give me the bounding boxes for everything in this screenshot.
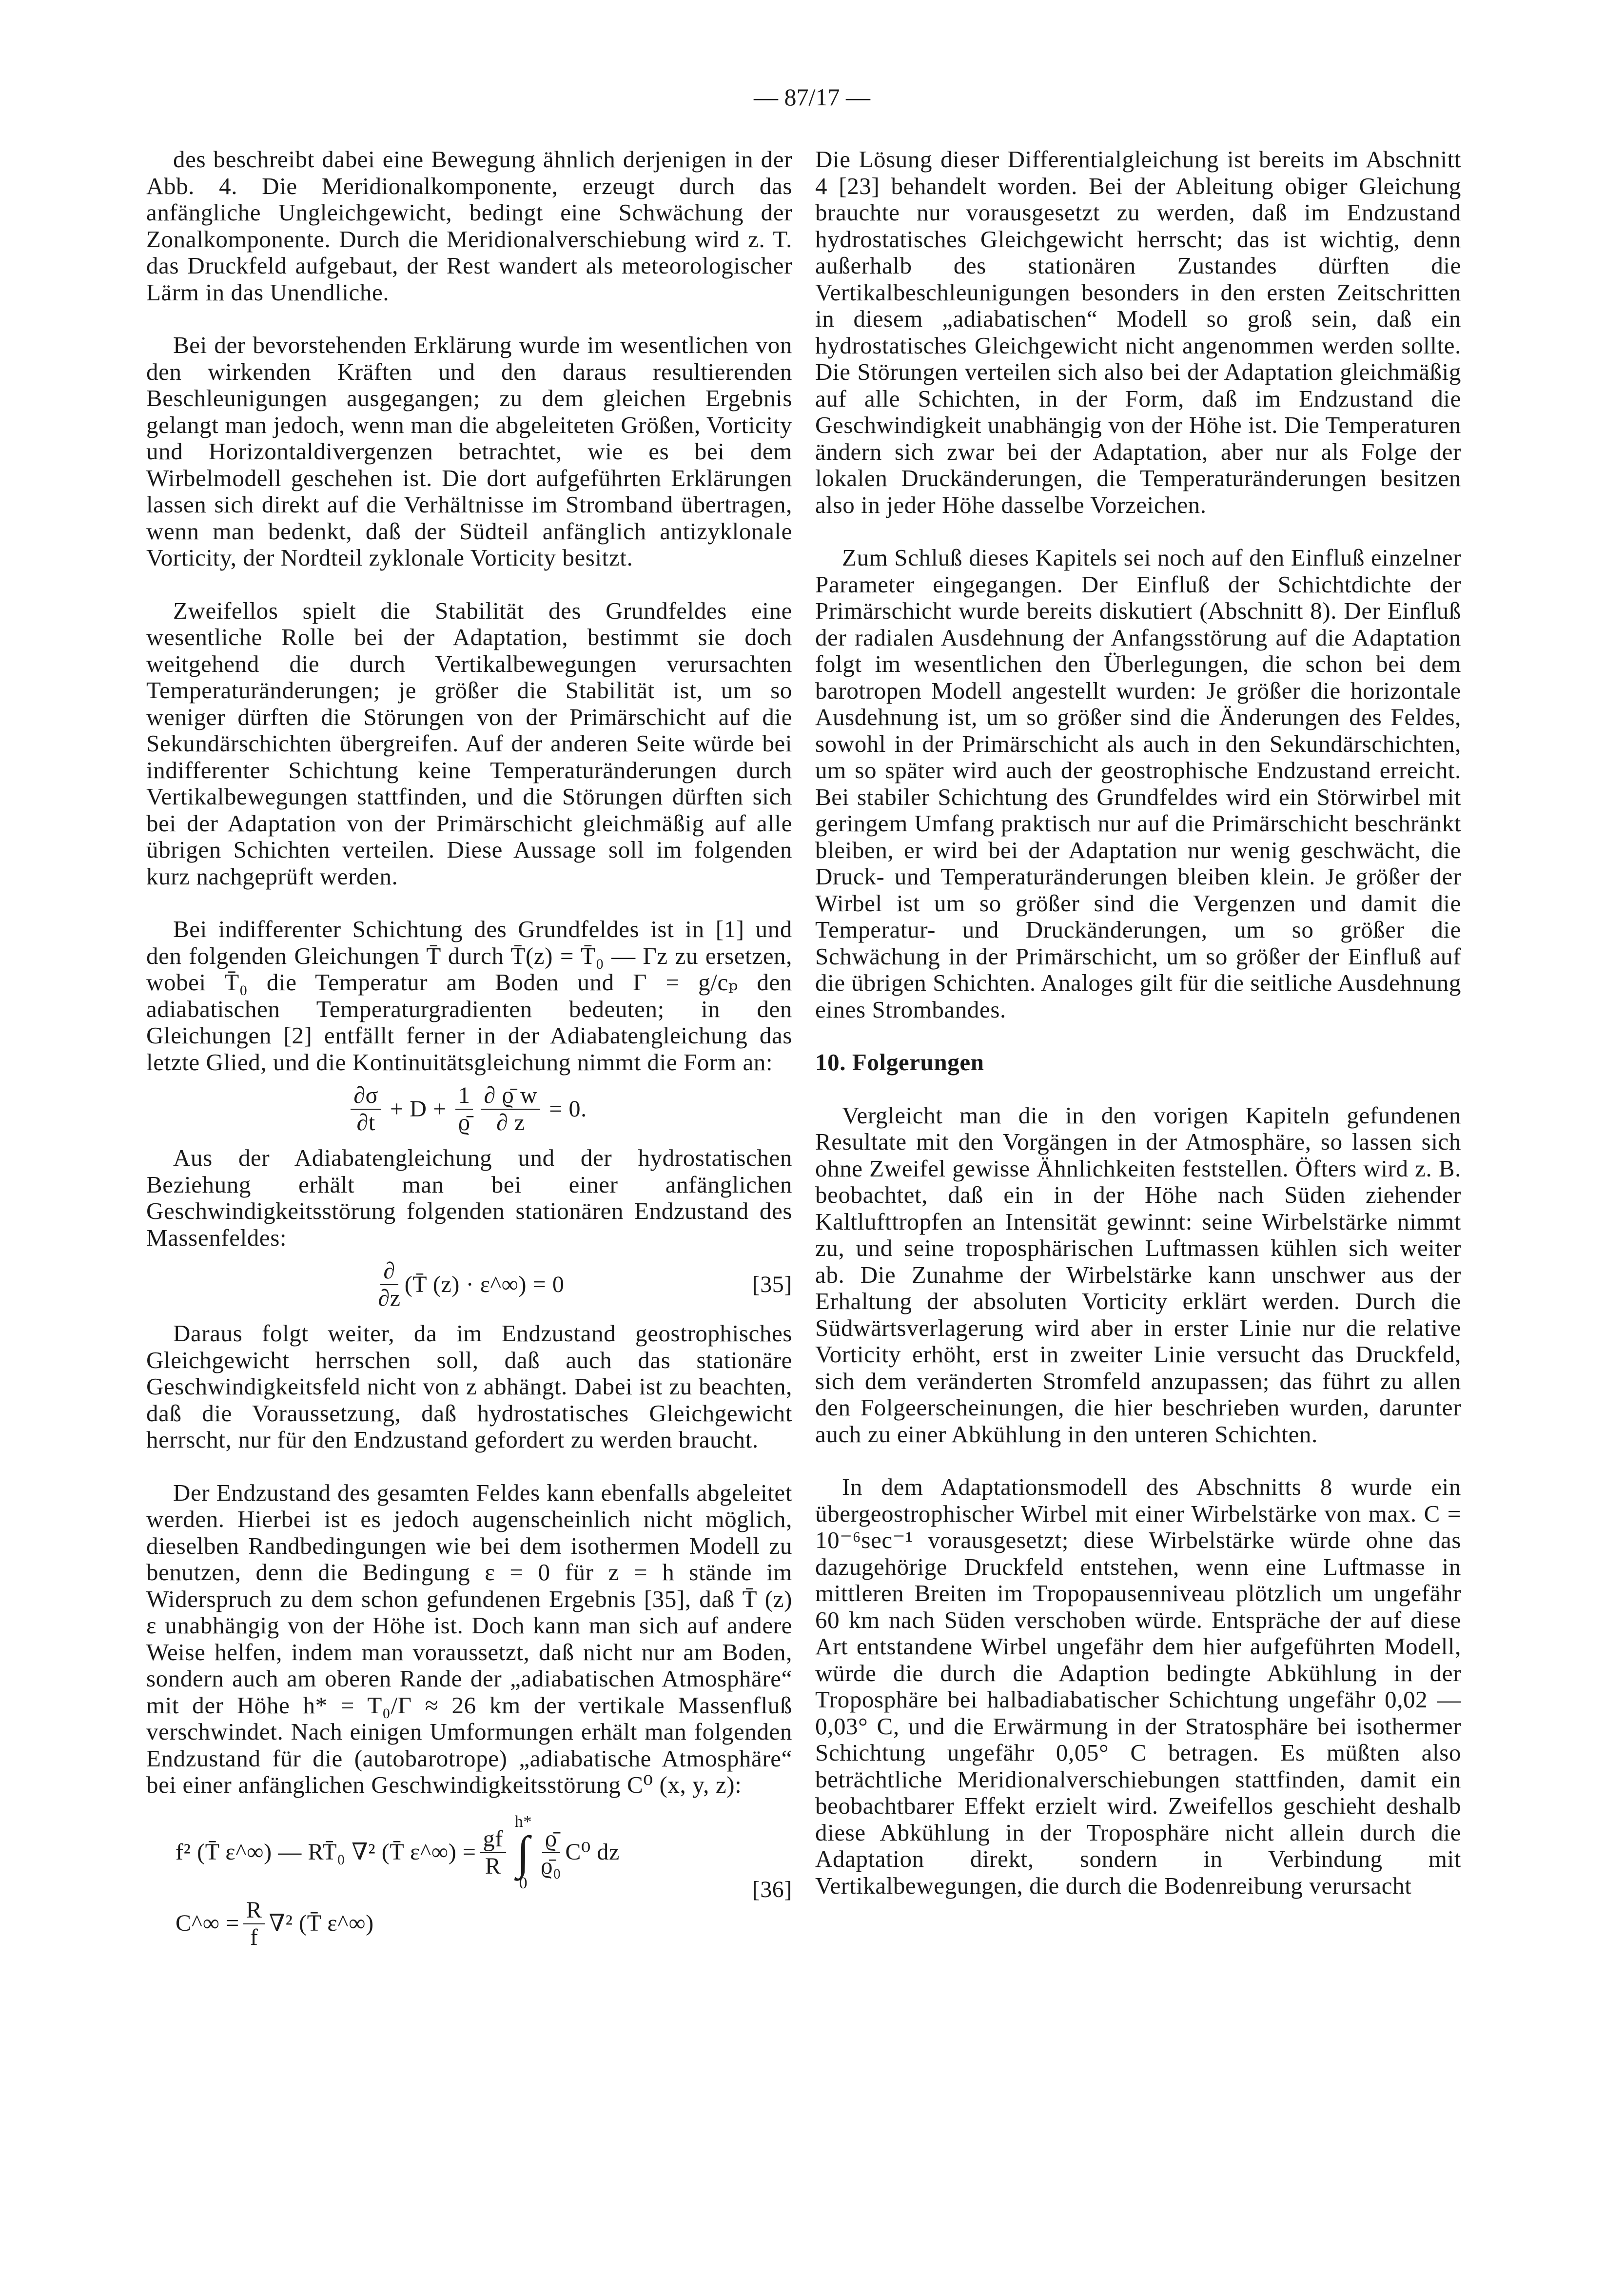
equation-lhs: C^∞ = (176, 1910, 239, 1937)
equals-rhs: = 0. (549, 1096, 587, 1122)
integral (515, 1813, 532, 1892)
fraction (351, 1082, 381, 1136)
paragraph: Bei indifferenter Schichtung des Grundfeldes ist in [1] und den folgenden Gleichungen T̄ durch T̄(z) = T̄₀ — Γz zu ersetzen, wobei T̄₀ die Temperatur am Boden und Γ = g/cₚ den adiabatischen Temperaturgradienten bedeuten; in den Gleichungen [2] entfällt ferner in der Adiabatengleichung das letzte Glied, und die Kontinuitätsgleichung nimmt die Form an: (146, 916, 792, 1076)
fraction (243, 1897, 265, 1951)
equation-continuity (146, 1082, 792, 1136)
paragraph: Der Endzustand des gesamten Feldes kann ebenfalls abgeleitet werden. Hierbei ist es jedoch augenscheinlich nicht möglich, dieselben Randbedingungen wie bei dem isothermen Modell zu benutzen, denn die Bedingung ε = 0 für z = h stände im Widerspruch zu dem schon gefundenen Ergebnis [35], daß T̄ (z) ε unabhängig von der Höhe ist. Doch kann man sich auf andere Weise helfen, indem man voraussetzt, daß nicht nur am Boden, sondern auch am oberen Rande der „adiabatischen Atmosphäre“ mit der Höhe h* = T₀/Γ ≈ 26 km der vertikale Massenfluß verschwindet. Nach einigen Umformungen erhält man folgenden Endzustand für die (autobarotrope) „adiabatische Atmosphäre“ bei einer anfänglichen Geschwindigkeitsstörung C⁰ (x, y, z): (146, 1479, 792, 1798)
paragraph: Bei der bevorstehenden Erklärung wurde im wesentlichen von den wirkenden Kräften und den daraus resultierenden Beschleunigungen ausgegangen; zu dem gleichen Ergebnis gelangt man jedoch, wenn man die abgeleiteten Größen, Vorticity und Horizontaldivergenzen betrachtet, wie es bei dem Wirbelmodell geschehen ist. Die dort aufgeführten Erklärungen lassen sich direkt auf die Verhältnisse im Stromband übertragen, wenn man bedenkt, daß der Südteil anfänglich antizyklonale Vorticity, der Nordteil zyklonale Vorticity besitzt. (146, 332, 792, 571)
paragraph: In dem Adaptationsmodell des Abschnitts 8 wurde ein übergeostrophischer Wirbel mit einer Wirbelstärke von max. C = 10⁻⁶sec⁻¹ vorausgesetzt; diese Wirbelstärke würde ohne das dazugehörige Druckfeld entstehen, wenn eine Luftmasse in mittleren Breiten im Tropopausenniveau plötzlich um ungefähr 60 km nach Süden verschoben würde. Entspräche der auf diese Art entstandene Wirbel ungefähr dem hier aufgeführten Modell, würde die durch die Adaption bedingte Abkühlung in der Troposphäre bei halbadiabatischer Schichtung ungefähr 0,02 — 0,03° C, und die Erwärmung in der Stratosphäre bei isothermer Schichtung ungefähr 0,05° C betragen. Es müßten also beträchtliche Meridionalverschiebungen stattfinden, damit ein beobachtbarer Effekt erzielt wird. Zweifellos geschieht deshalb diese Abkühlung in der Troposphäre nicht allein durch die Adaptation direkt, sondern in Verbindung mit Vertikalbewegungen, die durch die Bodenreibung verursacht (815, 1473, 1461, 1899)
fraction (541, 1826, 561, 1880)
equation-number: [35] (752, 1271, 792, 1297)
equation-tail: ∇² (T̄ ε^∞) (269, 1910, 374, 1937)
numerator: ∂σ (351, 1082, 381, 1110)
denominator: ∂ z (496, 1110, 525, 1136)
numerator: ∂ (380, 1258, 398, 1285)
integral-sign: ∫ (516, 1826, 530, 1879)
equation-35 (146, 1258, 792, 1312)
fraction (378, 1258, 400, 1312)
numerator: gf (480, 1826, 506, 1853)
equation-line-1 (176, 1813, 792, 1892)
paragraph: Vergleicht man die in den vorigen Kapiteln gefundenen Resultate mit den Vorgängen in der Atmosphäre, so lassen sich ohne Zweifel gewisse Ähnlichkeiten feststellen. Öfters wird z. B. beobachtet, daß ein in der Höhe nach Süden ziehender Kaltlufttropfen an Intensität gewinnt: seine Wirbelstärke nimmt zu, und seine troposphärischen Luftmassen kühlen sich weiter ab. Die Zunahme der Wirbelstärke kann unschwer aus der Erhaltung der absoluten Vorticity erklärt werden. Durch die Südwärtsverlagerung wird aber in erster Linie nur die relative Vorticity erhöht, erst in zweiter Linie versucht das Druckfeld, sich dem veränderten Stromfeld anzupassen; das führt zu allen den Folgeerscheinungen, die hier beschrieben wurden, darunter auch zu einer Abkühlung in den unteren Schichten. (815, 1101, 1461, 1448)
fraction (455, 1082, 473, 1136)
paragraph: Die Lösung dieser Differentialgleichung ist bereits im Abschnitt 4 [23] behandelt worden. Bei der Ableitung obiger Gleichung brauchte nur vorausgesetzt zu werden, daß im Endzustand hydrostatisches Gleichgewicht herrscht; das ist wichtig, denn außerhalb des stationären Zustandes dürften die Vertikalbeschleunigungen besonders in den ersten Zeitschritten in diesem „adiabatischen“ Modell so groß sein, daß ein hydrostatisches Gleichgewicht nicht angenommen werden sollte. Die Störungen verteilen sich also bei der Adaptation gleichmäßig auf alle Schichten, in der Form, daß im Endzustand die Geschwindigkeit unabhängig von der Höhe ist. Die Temperaturen ändern sich zwar bei der Adaptation, aber nur als Folge der lokalen Druckänderungen, die Temperaturänderungen besitzen also in jeder Höhe dasselbe Vorzeichen. (815, 146, 1461, 518)
paragraph: des beschreibt dabei eine Bewegung ähnlich derjenigen in der Abb. 4. Die Meridionalkomponente, erzeugt durch das anfängliche Ungleichgewicht, bedingt eine Schwächung der Zonalkomponente. Durch die Meridionalverschiebung wird z. T. das Druckfeld aufgebaut, der Rest wandert als meteorologischer Lärm in das Unendliche. (146, 146, 792, 306)
equation-body: (T̄ (z) · ε^∞) = 0 (404, 1271, 565, 1297)
operator: + D + (390, 1096, 447, 1122)
paragraph: Daraus folgt weiter, da im Endzustand geostrophisches Gleichgewicht herrschen soll, daß auch das stationäre Geschwindigkeitsfeld nicht von z abhängt. Dabei ist zu beachten, daß die Voraussetzung, daß hydrostatisches Gleichgewicht herrscht, nur für den Endzustand gefordert zu werden braucht. (146, 1320, 792, 1453)
denominator: ϱ̄₀ (540, 1853, 562, 1879)
numerator: ϱ̄ (542, 1826, 560, 1853)
equation-36 (146, 1813, 792, 1951)
numerator: ∂ ϱ̄ w (481, 1082, 540, 1110)
denominator: ∂z (378, 1285, 401, 1311)
paragraph: Aus der Adiabatengleichung und der hydrostatischen Beziehung erhält man bei einer anfänglichen Geschwindigkeitsstörung folgenden stationären Endzustand des Massenfeldes: (146, 1144, 792, 1251)
section-heading: 10. Folgerungen (815, 1049, 984, 1076)
right-column (815, 146, 1461, 1925)
page-number: — 87/17 — (754, 83, 870, 111)
paragraph: Zweifellos spielt die Stabilität des Grundfeldes eine wesentliche Rolle bei der Adaptation, bestimmt sie doch weitgehend die durch Vertikalbewegungen verursachten Temperaturänderungen; je größer die Stabilität ist, um so weniger dürften die Störungen von der Primärschicht auf die Sekundärschichten übergreifen. Auf der anderen Seite würde bei indifferenter Schichtung keine Temperaturänderungen durch Vertikalbewegungen stattfinden, und die Störungen dürften sich bei der Adaptation von der Primärschicht gleichmäßig auf alle übrigen Schichten verteilen. Diese Aussage soll im folgenden kurz nachgeprüft werden. (146, 597, 792, 890)
denominator: f (250, 1924, 258, 1950)
denominator: ϱ̄ (458, 1110, 470, 1136)
paragraph: Zum Schluß dieses Kapitels sei noch auf den Einfluß einzelner Parameter eingegangen. Der Einfluß der Schichtdichte der Primärschicht wurde bereits diskutiert (Abschnitt 8). Der Einfluß der radialen Ausdehnung der Anfangsstörung auf die Adaptation folgt im wesentlichen den Überlegungen, die schon bei dem barotropen Modell angestellt wurden: Je größer die horizontale Ausdehnung ist, um so größer sind die Änderungen des Feldes, sowohl in der Primärschicht als auch in den Sekundärschichten, um so später wird auch der geostrophische Endzustand erreicht. Bei stabiler Schichtung des Grundfeldes wird ein Störwirbel mit geringem Umfang praktisch nur auf die Primärschicht beschränkt bleiben, er wird bei der Adaptation nur wenig geschwächt, die Druck- und Temperaturänderungen bleiben klein. Je größer der Wirbel ist um so größer sind die Vergenzen und damit die Temperatur- und Druckänderungen, um so größer die Schwächung in der Primärschicht, um so größer der Einfluß auf die übrigen Schichten. Analoges gilt für die seitliche Ausdehnung eines Strombandes. (815, 544, 1461, 1023)
integral-lower-limit: 0 (519, 1874, 528, 1892)
denominator: R (485, 1853, 501, 1879)
denominator: ∂t (356, 1110, 375, 1136)
integral-upper-limit: h* (514, 1812, 532, 1831)
numerator: 1 (455, 1082, 473, 1110)
fraction (481, 1082, 540, 1136)
equation-line-2 (176, 1897, 792, 1951)
numerator: R (243, 1897, 265, 1924)
fraction (480, 1826, 506, 1880)
left-column (146, 146, 792, 1960)
equation-number: [36] (752, 1876, 792, 1902)
equation-lhs: f² (T̄ ε^∞) — RT̄₀ ∇² (T̄ ε^∞) = (176, 1839, 476, 1865)
equation-tail: C⁰ dz (565, 1839, 620, 1865)
